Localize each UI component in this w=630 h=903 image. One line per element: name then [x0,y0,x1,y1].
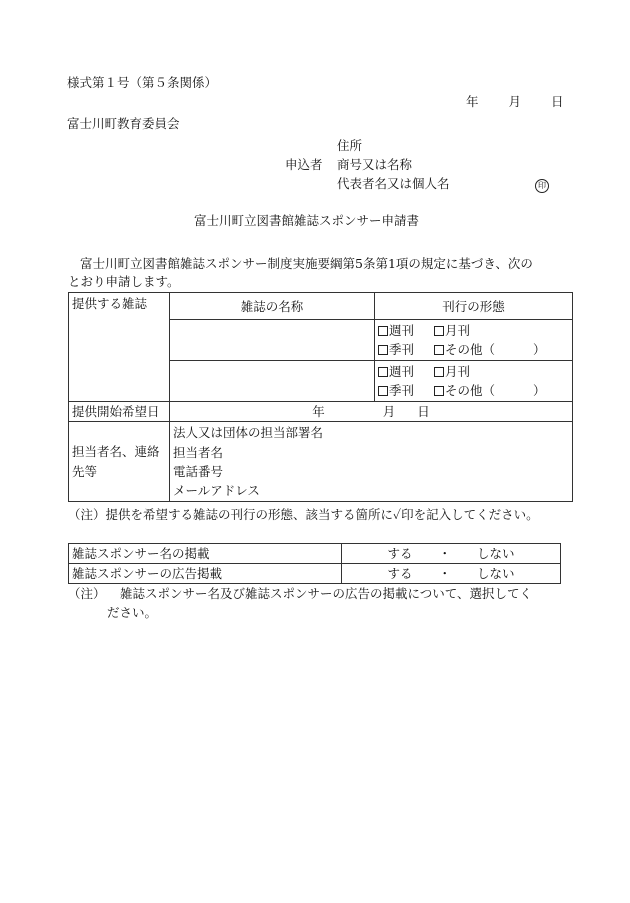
contact-row-label: 担当者名、連絡先等 [69,422,170,502]
sponsor-name-label: 雑誌スポンサー名の掲載 [69,544,342,564]
start-date-value[interactable]: 年 月 日 [170,402,573,422]
date-line [466,94,563,109]
col-header-name: 雑誌の名称 [170,293,375,320]
sponsor-name-choice[interactable]: する ・ しない [342,544,561,564]
checkbox-icon [378,367,388,377]
publication-form-cell [375,361,573,402]
intro-line-2: とおり申請します。 [68,274,180,289]
magazine-name-cell[interactable] [170,361,375,402]
form-number: 様式第１号（第５条関係） [67,75,218,90]
checkbox-icon [378,326,388,336]
magazine-row-label: 提供する雑誌 [69,293,170,402]
intro-line-1: 富士川町立図書館雑誌スポンサー制度実施要綱第5条第1項の規定に基づき、次の [80,256,533,271]
date-month: 月 [508,94,521,109]
address-label: 住所 [337,138,363,153]
options-row [378,323,569,338]
option-monthly[interactable]: 月刊 [434,364,470,379]
options-row [378,364,569,379]
seal-icon: 印 [535,179,549,193]
applicant-label: 申込者 [285,157,323,172]
option-monthly[interactable]: 月刊 [434,323,470,338]
note-2-line-2: ださい。 [107,605,158,620]
note-1: （注）提供を希望する雑誌の刊行の形態、該当する箇所に✓印を記入してください。 [68,507,539,522]
representative-label: 代表者名又は個人名 [337,176,450,191]
note-2-prefix: （注） [68,586,106,601]
option-other[interactable]: その他（ ） [434,342,546,357]
option-weekly[interactable]: 週刊 [378,323,414,338]
option-weekly[interactable]: 週刊 [378,364,414,379]
contact-fields[interactable] [170,422,573,502]
contact-email: メールアドレス [173,483,260,499]
sponsor-option-table [68,543,561,584]
checkbox-icon [434,345,444,355]
magazine-name-cell[interactable] [170,320,375,361]
checkbox-icon [434,386,444,396]
checkbox-icon [434,367,444,377]
page-title: 富士川町立図書館雑誌スポンサー申請書 [194,213,420,228]
publication-form-cell [375,320,573,361]
recipient: 富士川町教育委員会 [67,116,180,131]
checkbox-icon [378,345,388,355]
start-date-label: 提供開始希望日 [69,402,170,422]
options-row [378,383,569,398]
contact-dept: 法人又は団体の担当部署名 [173,425,324,441]
application-table [68,292,573,502]
date-day: 日 [550,94,564,109]
option-other[interactable]: その他（ ） [434,383,546,398]
option-quarterly[interactable]: 季刊 [378,383,414,398]
col-header-form: 刊行の形態 [375,293,573,320]
seal-mark [535,176,549,193]
sponsor-ad-choice[interactable]: する ・ しない [342,564,561,584]
sponsor-ad-label: 雑誌スポンサーの広告掲載 [69,564,342,584]
contact-phone: 電話番号 [173,464,224,479]
checkbox-icon [378,386,388,396]
options-row [378,342,569,357]
company-label: 商号又は名称 [337,157,413,172]
contact-person: 担当者名 [173,444,224,460]
option-quarterly[interactable]: 季刊 [378,342,414,357]
note-2-line-1: 雑誌スポンサー名及び雑誌スポンサーの広告の掲載について、選択してく [120,586,533,601]
date-year: 年 [466,94,479,109]
checkbox-icon [434,326,444,336]
